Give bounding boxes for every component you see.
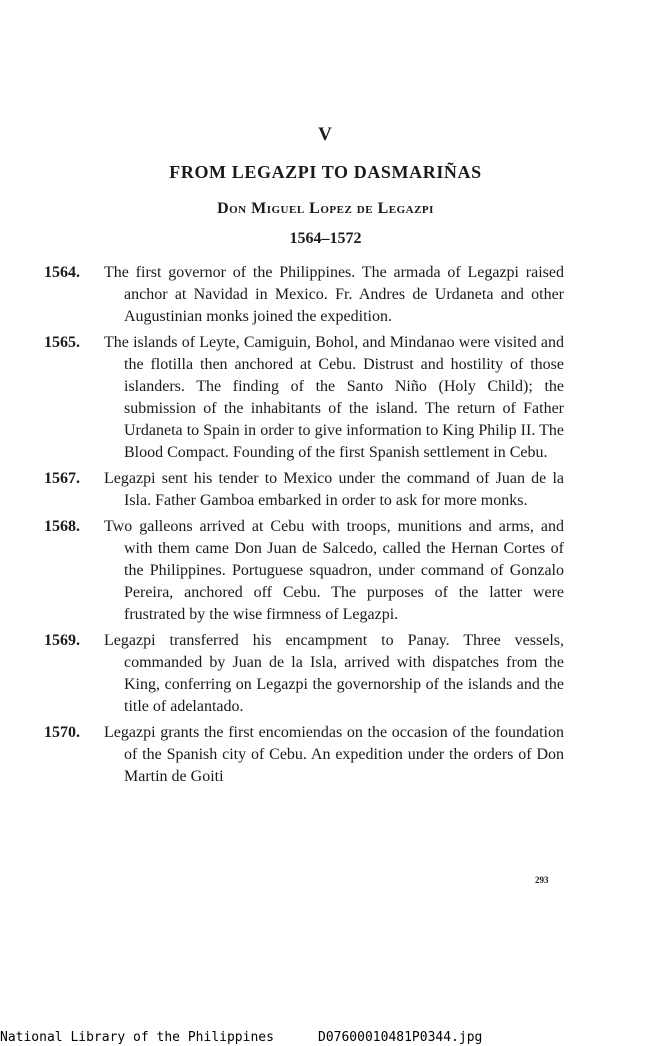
entry-year: 1564. (44, 264, 80, 281)
section-title: Don Miguel Lopez de Legazpi (217, 200, 434, 217)
footer-file-id: D07600010481P0344.jpg (318, 1030, 483, 1045)
chronology-entries (44, 262, 564, 792)
entry-year: 1568. (44, 518, 80, 535)
chronology-entry (44, 722, 564, 788)
entry-year: 1569. (44, 632, 80, 649)
entry-year: 1570. (44, 724, 80, 741)
entry-text: Legazpi transferred his encampment to Panay. Three vessels, commanded by Juan de la Isla, arrived with dispatches from the King, conferring on Legazpi the governorship of the islands and the title of adelantado. (104, 632, 564, 715)
entry-text: The islands of Leyte, Camiguin, Bohol, and Mindanao were visited and the flotilla then anchored at Cebu. Distrust and hostility of those islanders. The finding of the Santo Niño (Holy Child); the submission of the inhabitants of the island. The return of Father Urdaneta to Spain in order to give information to King Philip II. The Blood Compact. Founding of the first Spanish settlement in Cebu. (104, 334, 564, 461)
entry-text: Legazpi sent his tender to Mexico under the command of Juan de la Isla. Father Gamboa embarked in order to ask for more monks. (104, 470, 564, 509)
chapter-number: V (318, 124, 333, 145)
chronology-entry (44, 468, 564, 512)
chronology-entry (44, 630, 564, 718)
entry-text: Two galleons arrived at Cebu with troops, munitions and arms, and with them came Don Juan de Salcedo, called the Hernan Cortes of the Philippines. Portuguese squadron, under command of Gonzalo Pereira, anchored off Cebu. The purposes of the latter were frustrated by the wise firmness of Legazpi. (104, 518, 564, 623)
entry-text: The first governor of the Philippines. The armada of Legazpi raised anchor at Navidad in Mexico. Fr. Andres de Urdaneta and other Augustinian monks joined the expedition. (104, 264, 564, 325)
chapter-title: FROM LEGAZPI TO DASMARIÑAS (169, 162, 482, 182)
page-number: 293 (535, 875, 549, 885)
chronology-entry (44, 262, 564, 328)
entry-year: 1567. (44, 470, 80, 487)
reign-years: 1564–1572 (289, 230, 362, 247)
footer-library-name: National Library of the Philippines (0, 1030, 274, 1045)
entry-text: Legazpi grants the first encomiendas on the occasion of the foundation of the Spanish city of Cebu. An expedition under the orders of Don Martin de Goiti (104, 724, 564, 785)
chronology-entry (44, 332, 564, 464)
chronology-entry (44, 516, 564, 626)
entry-year: 1565. (44, 334, 80, 351)
